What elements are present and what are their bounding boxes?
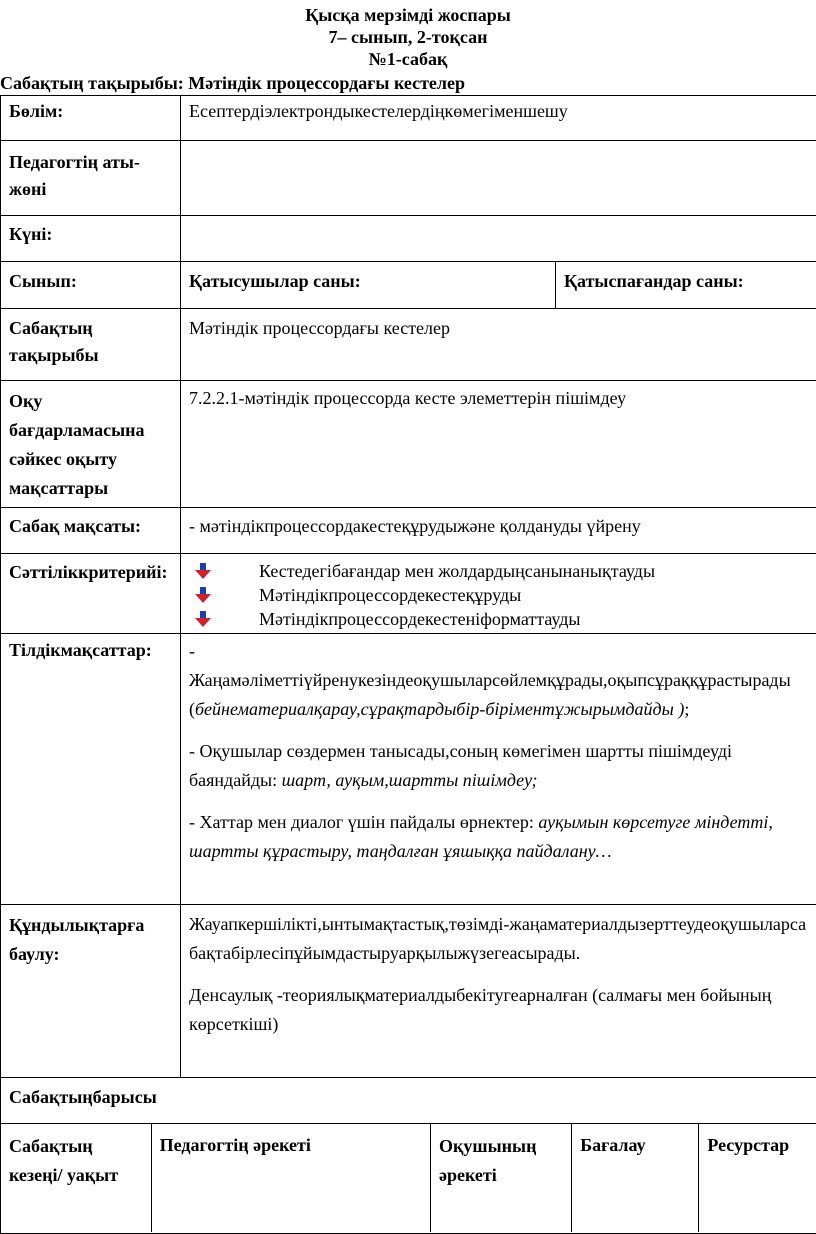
criteria-label: Сәттіліккритерийі:	[1, 554, 181, 634]
present-count-label: Қатысушылар саны:	[181, 262, 556, 309]
row-objectives	[1, 381, 816, 508]
col-teacher-header: Педагогтің әрекеті	[151, 1124, 430, 1232]
stage-header-table	[1, 1124, 816, 1232]
row-criteria	[1, 554, 816, 634]
criteria-text: Мәтіндікпроцессордекестеніформаттауды	[259, 609, 581, 629]
row-progress	[1, 1078, 816, 1124]
criteria-cell	[181, 554, 816, 634]
row-section	[1, 96, 816, 141]
doc-lesson-number: №1-сабақ	[0, 48, 816, 70]
row-date	[1, 216, 816, 262]
col-assessment-header: Бағалау	[572, 1124, 699, 1232]
date-value[interactable]	[181, 216, 816, 262]
section-label: Бөлім:	[1, 96, 181, 141]
doc-class-term: 7– сынып, 2-тоқсан	[0, 26, 816, 48]
class-label: Сынып:	[1, 262, 181, 309]
language-cell	[181, 634, 816, 905]
language-end-1: ;	[684, 699, 689, 719]
language-para-2	[189, 737, 808, 795]
topic-label: Сабақтың тақырыбы	[1, 309, 181, 381]
language-text-2: - Оқушылар сөздермен танысады,соның көмегімен шартты пішімдеуді баяндайды:	[189, 741, 732, 790]
criteria-item	[189, 607, 808, 631]
values-para-1: Жауапкершілікті,ынтымақтастық,төзімді-жаңаматериалдызерттеудеоқушыларсабақтабірлесіпұйымдастыруарқылыжүзегеасырады.	[189, 910, 808, 968]
arrow-down-icon	[195, 587, 211, 603]
doc-title: Қысқа мерзімді жоспары	[0, 4, 816, 26]
teacher-value[interactable]	[181, 141, 816, 216]
language-italic-2: шарт, ауқым,шартты пішімдеу;	[282, 770, 538, 790]
criteria-item	[189, 559, 808, 583]
topic-value: Мәтіндік процессордағы кестелер	[181, 309, 816, 381]
arrow-down-icon	[195, 611, 211, 627]
progress-label: Сабақтыңбарысы	[1, 1078, 816, 1124]
language-para-1	[189, 637, 808, 724]
col-student-header: Оқушының әрекеті	[431, 1124, 572, 1232]
criteria-item	[189, 583, 808, 607]
row-class	[1, 262, 816, 309]
goal-label: Сабақ мақсаты:	[1, 508, 181, 554]
language-italic-1: бейнематериалқарау,сұрақтардыбір-біріментұжырымдайды )	[195, 699, 684, 719]
criteria-text: Мәтіндікпроцессордекестеқұруды	[259, 585, 521, 605]
row-goal	[1, 508, 816, 554]
teacher-label: Педагогтің аты-жөні	[1, 141, 181, 216]
section-value: Есептердіэлектрондыкестелердіңкөмегіменшешу	[181, 96, 816, 141]
objectives-value: 7.2.2.1-мәтіндік процессорда кесте элеметтерін пішімдеу	[181, 381, 816, 508]
col-stage-header: Сабақтың кезеңі/ уақыт	[1, 1124, 151, 1232]
language-text-3: - Хаттар мен диалог үшін пайдалы өрнектер:	[189, 812, 538, 832]
values-cell	[181, 905, 816, 1078]
col-resources-header: Ресурстар	[699, 1124, 816, 1232]
row-language	[1, 634, 816, 905]
language-italic-3: ауқымын көрсетуге міндетті, шартты құрастыру, таңдалған ұяшыққа пайдалану…	[189, 812, 773, 861]
lesson-plan-table	[0, 95, 816, 1234]
doc-topic-line: Сабақтың тақырыбы: Мәтіндік процессордағы кестелер	[0, 72, 465, 94]
criteria-text: Кестедегібағандар мен жолдардыңсанынанықтауды	[259, 561, 655, 581]
row-topic	[1, 309, 816, 381]
stage-header-cell	[1, 1124, 816, 1234]
criteria-list	[189, 559, 808, 631]
date-label: Күні:	[1, 216, 181, 262]
language-para-3	[189, 808, 808, 866]
language-dash: -	[189, 641, 195, 661]
row-values	[1, 905, 816, 1078]
language-label: Тілдікмақсаттар:	[1, 634, 181, 905]
values-para-2: Денсаулық -теориялықматериалдыбекітугеарналған (салмағы мен бойының көрсеткіші)	[189, 981, 808, 1039]
row-stage-header	[1, 1124, 816, 1234]
arrow-down-icon	[195, 563, 211, 579]
language-text-1: Жаңамәліметтіүйренукезіндеоқушыларсөйлемқұрады,оқыпсұраққұрастырады (	[189, 670, 791, 719]
objectives-label: Оқу бағдарламасына сәйкес оқыту мақсаттары	[1, 381, 181, 508]
row-teacher	[1, 141, 816, 216]
absent-count-label: Қатыспағандар саны:	[556, 262, 816, 309]
values-label: Құндылықтарға баулу:	[1, 905, 181, 1078]
goal-value: - мәтіндікпроцессордакестеқұрудыжәне қолдануды үйрену	[181, 508, 816, 554]
